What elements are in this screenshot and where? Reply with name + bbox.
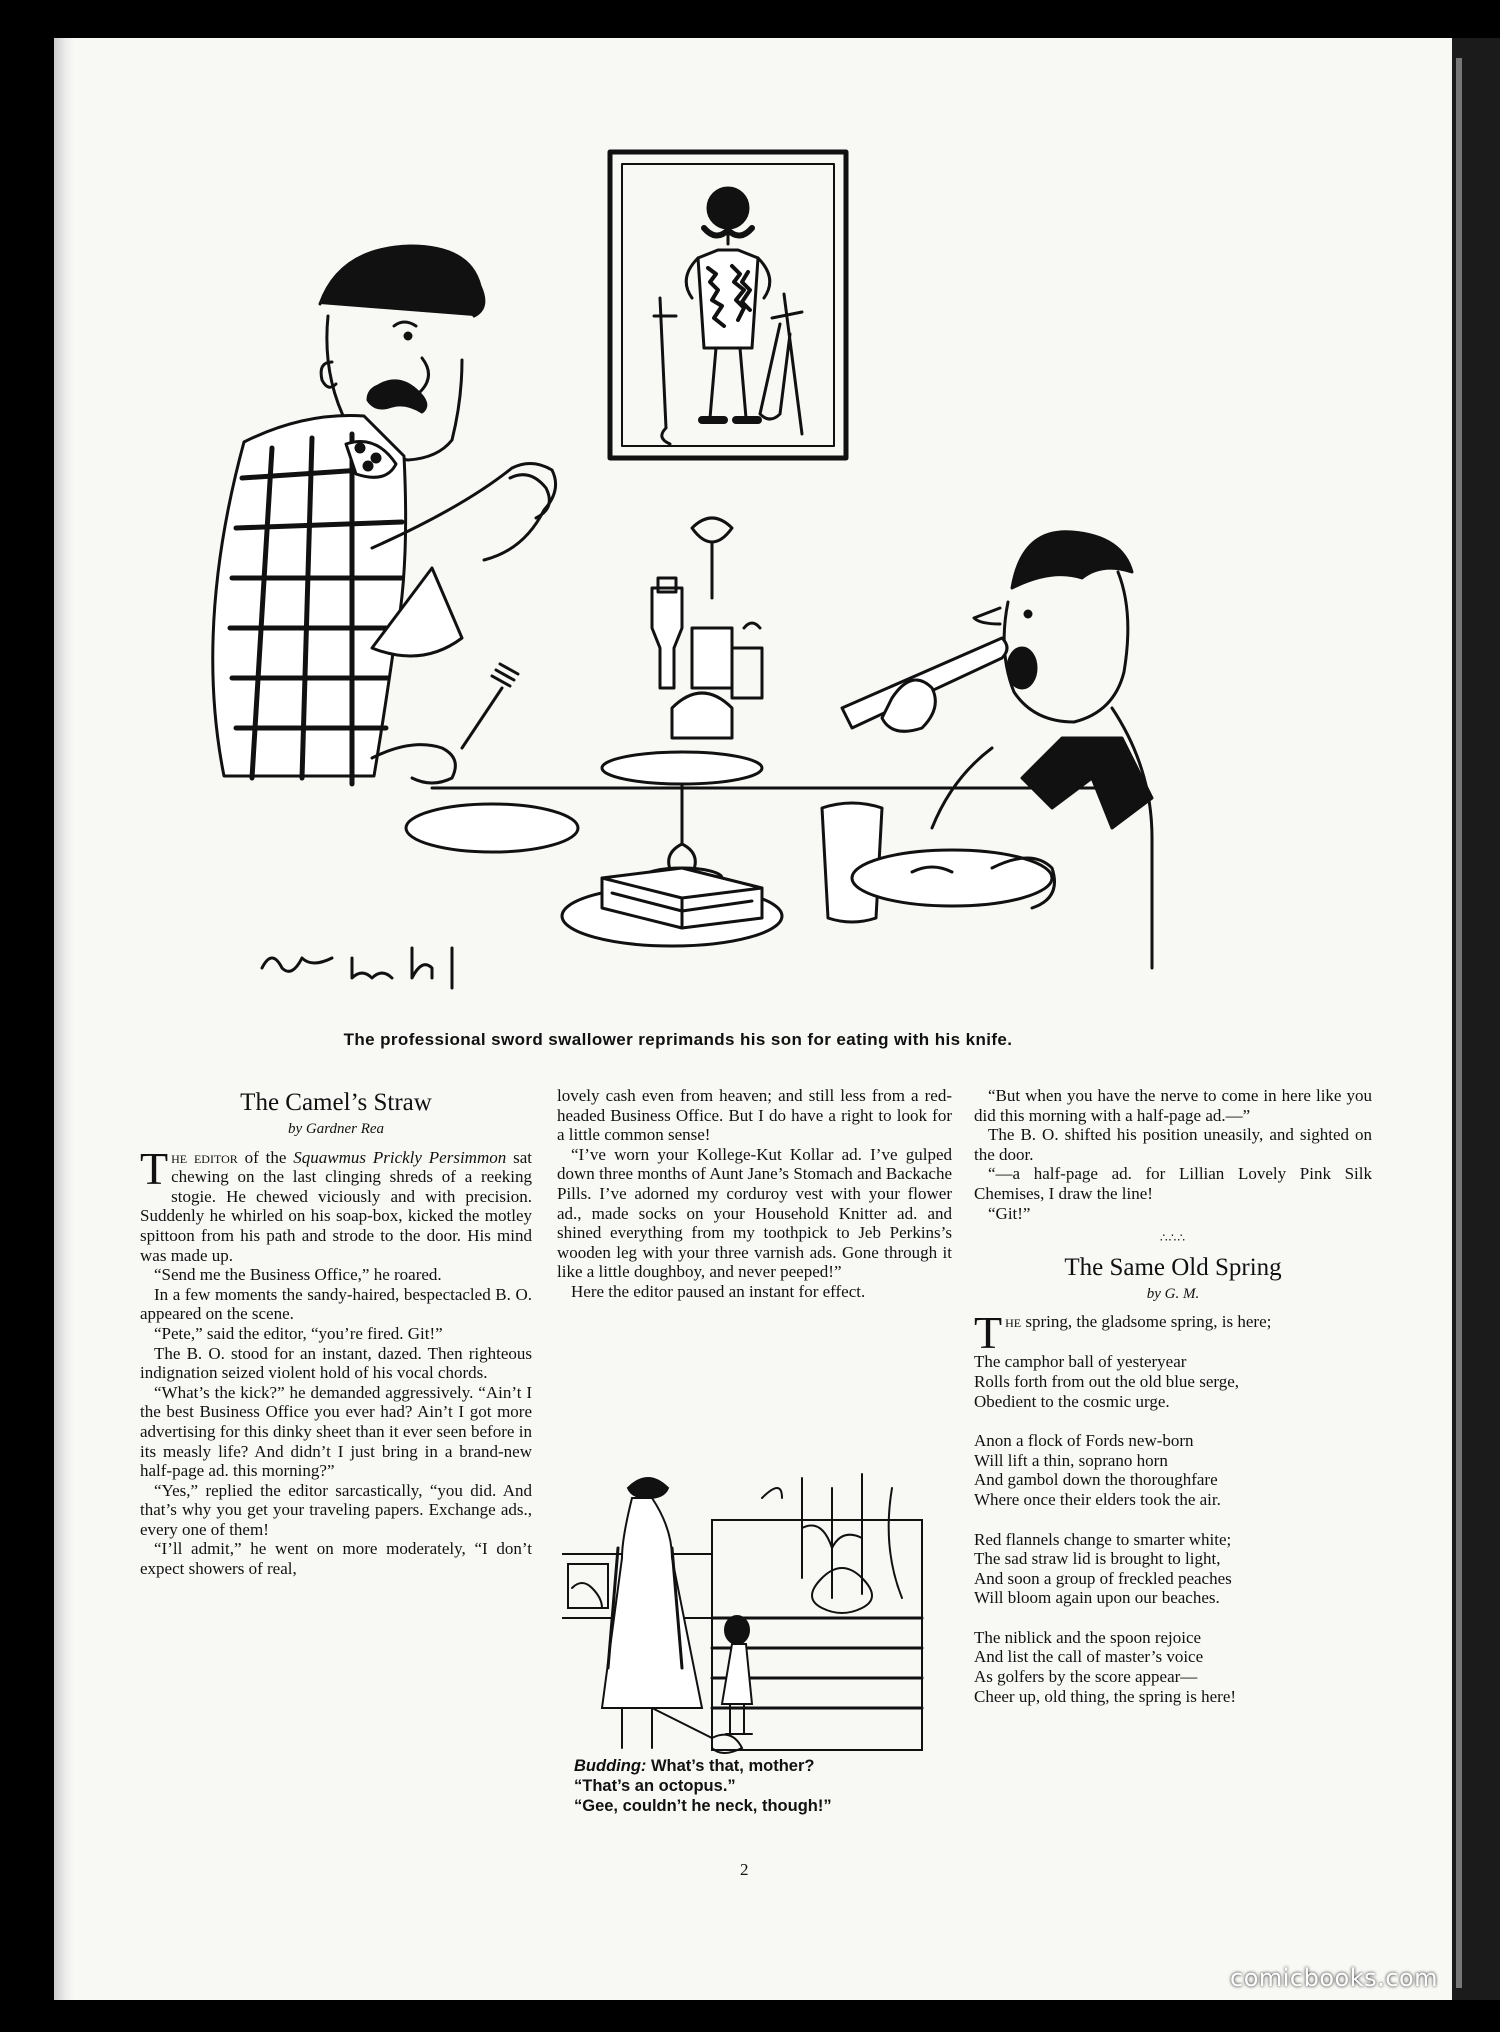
poem-line: Cheer up, old thing, the spring is here! (974, 1686, 1237, 1706)
poem-line: Anon a flock of Fords new-born (974, 1431, 1194, 1451)
story-title-camels-straw: The Camel’s Straw (240, 1089, 432, 1116)
story-paragraph: “Git!” (988, 1203, 1031, 1223)
sword-swallower-cartoon (132, 148, 1172, 1020)
newspaper-name: Squawmus Prickly Persimmon (293, 1147, 507, 1167)
story-paragraph: Here the editor paused an instant for effect. (571, 1281, 866, 1301)
story-paragraph: “—a half-page ad. for Lillian Lovely Pink Silk Chemises, I draw the line! (974, 1164, 1372, 1203)
poem-stanza (974, 1628, 1372, 1706)
poem (974, 1307, 1372, 1706)
story-paragraph: “But when you have the nerve to come in here like you did this morning with a half-page ad.—” (974, 1086, 1372, 1125)
story-paragraph: “What’s the kick?” he demanded aggressively. “Ain’t I the best Business Office you ever had? Ain’t I got more advertising for this dinky sheet than it ever seen before in its measly life? And didn’t I just bring in a brand-new half-page ad. this morning?” (140, 1382, 532, 1481)
aquarium-octopus-cartoon (562, 1468, 954, 1754)
facing-page-edge (1452, 38, 1500, 2000)
main-cartoon-caption: The professional sword swallower reprimands his son for eating with his knife. (343, 1030, 1013, 1049)
framed-strongman-picture (610, 152, 846, 458)
poem-stanza (974, 1530, 1372, 1608)
condiment-caster (602, 518, 762, 888)
son-figure (842, 532, 1152, 968)
poem-line: Rolls forth from out the old blue serge, (974, 1371, 1240, 1391)
story-paragraph: “I’ve worn your Kollege-Kut Kollar ad. I’ve gulped down three months of Aunt Jane’s Stomach and Backache Pills. I’ve adorned my corduroy vest with your flower ad., made socks on your Household Knitter ad. and shined everything from my toothpick to Jeb Perkins’s wooden leg with your three varnish ads. Gone through it like a little doughboy, and never peeped!” (557, 1144, 952, 1282)
drop-cap: T (974, 1307, 1003, 1359)
story-paragraph: “Send me the Business Office,” he roared. (154, 1265, 442, 1285)
section-separator: ∴∴∴ (1160, 1231, 1186, 1246)
poem-line: And gambol down the thoroughfare (974, 1470, 1218, 1490)
column-1 (140, 1088, 532, 1579)
poem-line: As golfers by the score appear— (974, 1667, 1198, 1687)
poem-stanza (974, 1307, 1372, 1411)
story-paragraph: In a few moments the sandy-haired, bespectacled B. O. appeared on the scene. (140, 1284, 532, 1324)
cake-plate (562, 868, 782, 946)
poem-line: The spring, the gladsome spring, is here; (974, 1307, 1272, 1359)
poem-line: The camphor ball of yesteryear (974, 1352, 1187, 1372)
poem-line: The niblick and the spoon rejoice (974, 1627, 1202, 1647)
poem-stanza (974, 1431, 1372, 1509)
column-3 (974, 1086, 1372, 1726)
page-gutter (54, 38, 74, 2000)
small-cartoon-caption: Budding: What’s that, mother? “That’s an octopus.” “Gee, couldn’t he neck, though!” (574, 1757, 832, 1815)
page-number: 2 (740, 1860, 749, 1879)
poem-line: Where once their elders took the air. (974, 1489, 1221, 1509)
story-byline: by Gardner Rea (287, 1121, 385, 1137)
drop-cap: T (140, 1142, 169, 1194)
story-byline: by G. M. (1146, 1285, 1200, 1302)
story-paragraph: “Yes,” replied the editor sarcastically, “you did. And that’s why you get your traveling papers. Exchange ads., every one of them! (140, 1480, 532, 1539)
story-title-same-old-spring: The Same Old Spring (1064, 1253, 1282, 1281)
story-paragraph: The B. O. shifted his position uneasily, and sighted on the door. (974, 1125, 1372, 1164)
poem-line: The sad straw lid is brought to light, (974, 1549, 1221, 1569)
father-figure (213, 246, 556, 784)
poem-line: And list the call of master’s voice (974, 1647, 1204, 1667)
poem-line: Will lift a thin, soprano horn (974, 1450, 1168, 1470)
column-2 (557, 1086, 952, 1302)
story-paragraph: “Pete,” said the editor, “you’re fired. Git!” (154, 1323, 443, 1343)
story-opening-paragraph: The editor of the Squawmus Prickly Persimmon sat chewing on the last clinging shreds of a reeking stogie. He chewed viciously and with precision. Suddenly he whirled on his soap-box, kicked the motley spittoon from his path and strode to the door. His mind was made up. (140, 1142, 532, 1265)
site-watermark: comicbooks.com (1230, 1964, 1439, 1992)
story-paragraph: “I’ll admit,” he went on more moderately, “I don’t expect showers of real, (140, 1539, 532, 1579)
poem-line: Red flannels change to smarter white; (974, 1529, 1232, 1549)
poem-line: Obedient to the cosmic urge. (974, 1391, 1170, 1411)
story-paragraph: lovely cash even from heaven; and still less from a red-headed Business Office. But I do have a right to look for a little common sense! (557, 1086, 952, 1145)
poem-line: And soon a group of freckled peaches (974, 1568, 1232, 1588)
artist-signature (262, 948, 452, 988)
poem-line: Will bloom again upon our beaches. (974, 1588, 1220, 1608)
story-paragraph: The B. O. stood for an instant, dazed. Then righteous indignation seized violent hold of his vocal chords. (140, 1343, 532, 1383)
